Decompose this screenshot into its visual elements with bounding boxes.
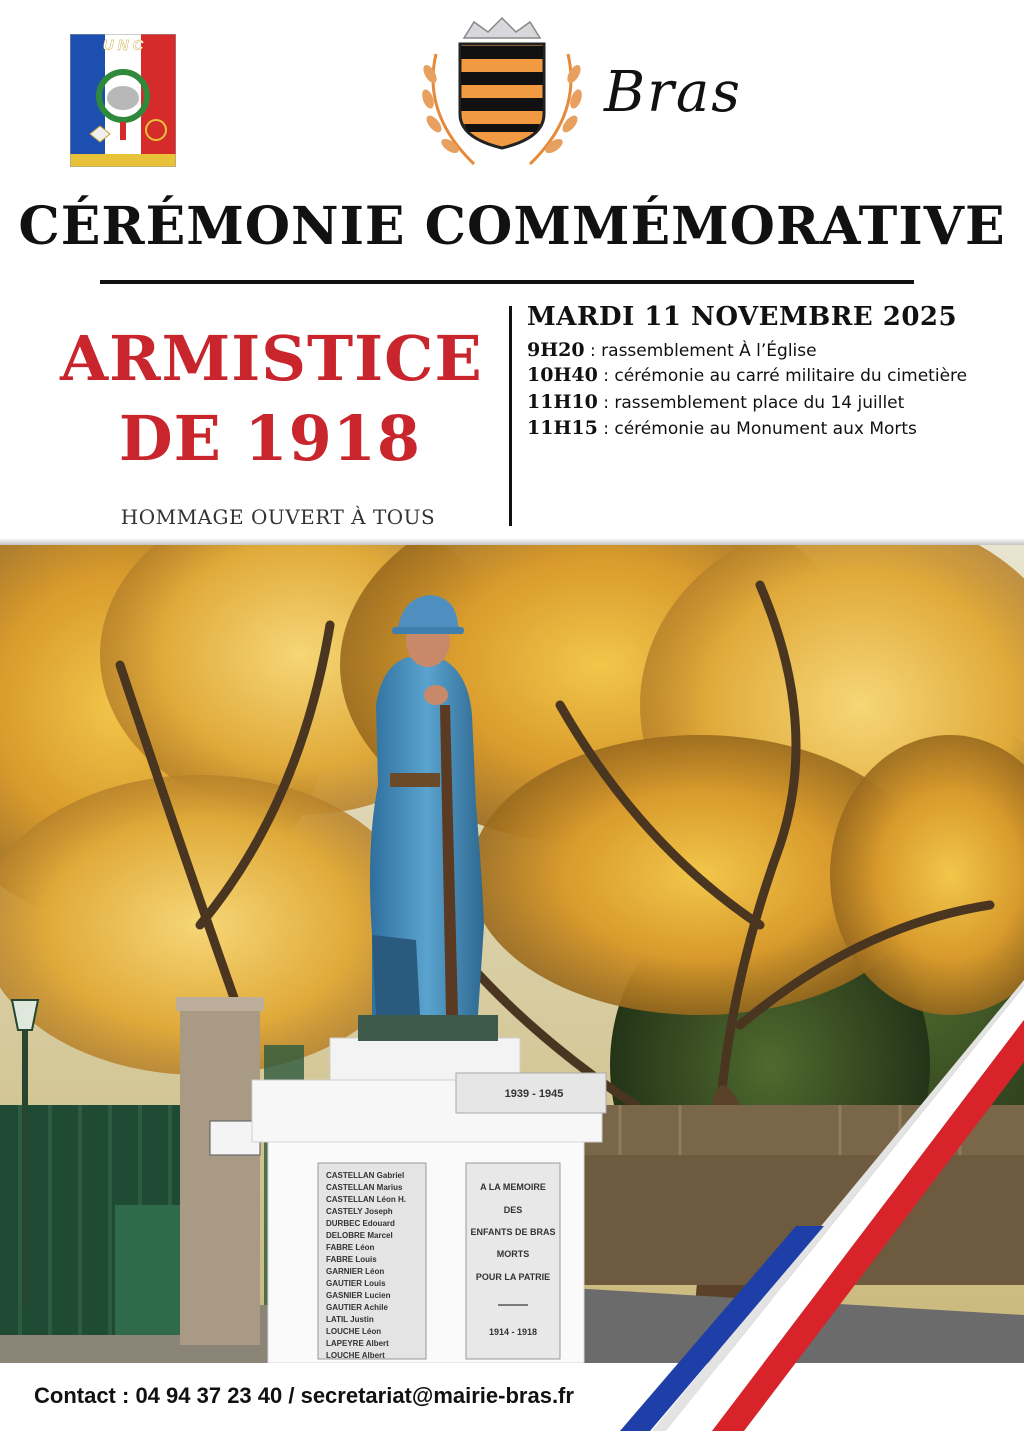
name-entry: GASNIER Lucien — [326, 1291, 391, 1300]
name-entry: CASTELLAN Marius — [326, 1183, 403, 1192]
schedule-time: 11H15 — [527, 417, 598, 439]
town-crest-logo — [414, 14, 590, 184]
schedule-time: 11H10 — [527, 391, 598, 413]
plaque-line: POUR LA PATRIE — [475, 1272, 551, 1282]
schedule-text: : rassemblement place du 14 juillet — [597, 393, 905, 413]
schedule-item — [527, 391, 904, 413]
event-name-line2: DE 1918 — [118, 402, 422, 475]
title-divider — [100, 280, 914, 284]
name-entry: FABRE Louis — [326, 1255, 377, 1264]
monument-top-plaque: 1939 - 1945 — [504, 1088, 564, 1100]
unc-letters: U N C — [102, 37, 144, 54]
event-subtitle: HOMMAGE OUVERT À TOUS — [120, 505, 436, 529]
contact-info: Contact : 04 94 37 23 40 / secretariat@mairie-bras.fr — [34, 1383, 574, 1408]
name-entry: GAUTIER Achile — [326, 1303, 388, 1312]
name-entry: CASTELLAN Gabriel — [326, 1171, 405, 1180]
plaque-line: DES — [503, 1205, 523, 1215]
schedule-time: 9H20 — [527, 339, 585, 361]
name-entry: DURBEC Edouard — [326, 1219, 395, 1228]
name-entry: GAUTIER Louis — [326, 1279, 386, 1288]
name-entry: LAPEYRE Albert — [326, 1339, 389, 1348]
unc-logo — [70, 34, 176, 167]
schedule-item — [527, 364, 967, 386]
name-entry: LATIL Justin — [326, 1315, 374, 1324]
schedule-text: : rassemblement À l’Église — [584, 341, 817, 361]
event-date: MARDI 11 NOVEMBRE 2025 — [527, 302, 958, 332]
plaque-line: MORTS — [496, 1249, 530, 1259]
name-entry: GARNIER Léon — [326, 1267, 385, 1276]
name-entry: CASTELLAN Léon H. — [326, 1195, 406, 1204]
plaque-line: ENFANTS DE BRAS — [470, 1227, 556, 1237]
plaque-line: 1914 - 1918 — [488, 1327, 538, 1337]
town-name: Bras — [604, 60, 743, 125]
name-entry: LOUCHE Albert — [326, 1351, 385, 1360]
name-entry: CASTELY Joseph — [326, 1207, 393, 1216]
french-flag-ribbon — [610, 980, 1024, 1431]
name-entry: LOUCHE Léon — [326, 1327, 382, 1336]
schedule-text: : cérémonie au carré militaire du cimetière — [597, 366, 968, 386]
vertical-divider — [509, 306, 512, 526]
page-title: CÉRÉMONIE COMMÉMORATIVE — [18, 196, 1006, 257]
name-entry: FABRE Léon — [326, 1243, 375, 1252]
schedule-item — [527, 339, 817, 361]
schedule-item — [527, 417, 917, 439]
schedule-text: : cérémonie au Monument aux Morts — [597, 419, 917, 439]
event-name-line1: ARMISTICE — [60, 322, 483, 395]
schedule-time: 10H40 — [527, 364, 598, 386]
plaque-line: A LA MEMOIRE — [480, 1182, 546, 1192]
name-entry: DELOBRE Marcel — [326, 1231, 393, 1240]
